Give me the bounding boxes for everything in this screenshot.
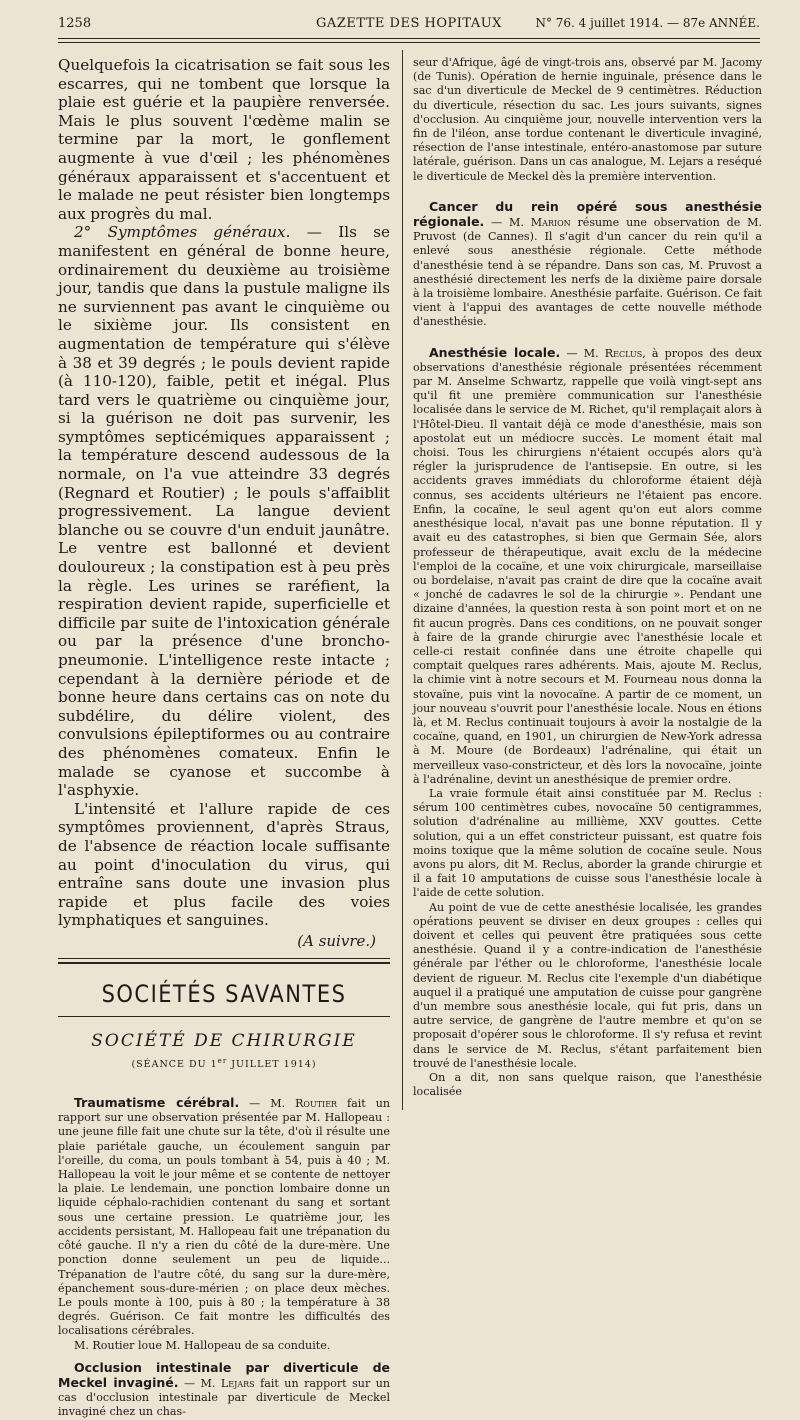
section-rule-thick — [58, 962, 390, 964]
author-routier: Routier — [295, 1097, 338, 1111]
session-date-post: JUILLET 1914) — [227, 1059, 317, 1071]
dash: — M. — [560, 346, 605, 360]
column-divider — [402, 50, 403, 1110]
heading-traumatisme: Traumatisme cérébral. — [74, 1095, 240, 1111]
paragraph-traumatisme — [58, 1096, 390, 1338]
paragraph-routier-loue: M. Routier loue M. Hallopeau de sa conduite. — [74, 1338, 331, 1352]
author-marion: Marion — [530, 216, 571, 230]
left-column — [58, 56, 390, 1420]
section-title: SOCIÉTÉS SAVANTES — [101, 980, 347, 1008]
page-header — [58, 16, 760, 38]
session-date — [58, 1057, 390, 1070]
dash: — M. — [178, 1376, 221, 1390]
to-be-continued: (A suivre.) — [297, 931, 376, 950]
occlusion-text: fait un rapport sur un cas d'occlusion intestinale par diverticule de Meckel invaginé chez un chas- — [58, 1376, 391, 1419]
symptomes-text: — Ils se manifestent en général de bonne heure, ordinairement du deuxième au troisième jour, tandis que dans la pustule maligne ils ne surviennent pas avant le cinquième ou le sixième jour. Ils consistent en augmentation de température qui s'élève à 38 et 39 degrés ; le pouls devient rapide (à 110-120), faible, petit et inégal. Plus tard vers le quatrième ou cinquième jour, si la guérison ne doit pas survenir, les symptômes septicémiques apparaissent ; la température descend audessous de la normale, on l'a vue atteindre 33 degrés (Regnard et Routier) ; le pouls s'affaiblit progressivement. La langue devient blanche ou se couvre d'un enduit jaunâtre. Le ventre est ballonné et devient douloureux ; la constipation est à peu près la règle. Les urines se raréfient, la respiration devient rapide, superficielle et difficile par suite de l'intoxication générale ou par la présence d'une broncho-pneumonie. L'intelligence reste intacte ; cependant à la dernière période et de bonne heure dans certains cas on note du subdélire, du délire violent, des convulsions épileptiformes ou au contraire des phénomènes comateux. Enfin le malade se cyanose et succombe à l'asphyxie. — [58, 223, 390, 800]
paragraph-intensite: L'intensité et l'allure rapide de ces symptômes proviennent, d'après Straus, de l'absence de réaction locale suffisante au point d'inoculation du virus, qui entraîne sans doute une invasion plus rapide et plus facile des voies lymphatiques et sanguines. — [58, 799, 390, 930]
cancer-text: résume une observation de M. Pruvost (de Cannes). Il s'agit d'un cancer du rein qu'il a enlevé sous anesthésie régionale. Cette méthode d'anesthésie tend à se répandre. Dans son cas, M. Pruvost a anesthésié directement les nerfs de la dixième paire dorsale à la troisième lombaire. Anesthésie parfaite. Guérison. Ce fait vient à l'appui des avantages de cette nouvelle méthode d'anesthésie. — [413, 216, 762, 329]
paragraph-anesthesie-locale — [413, 346, 762, 787]
heading-anesthesie-locale: Anesthésie locale. — [429, 344, 561, 360]
paragraph-occlusion-cont: seur d'Afrique, âgé de vingt-trois ans, observé par M. Jacomy (de Tunis). Opération de hernie inguinale, présence dans le sac d'un diverticule de Meckel de 9 centimètres. Réduction du diverticule, résection du sac. Les jours suivants, signes d'occlusion. Au cinquième jour, nouvelle intervention vers la fin de l'iléon, anse tordue contenant le diverticule invaginé, résection de l'anse intestinale, entéro-anastomose par suture latérale, guérison. Dans un cas analogue, M. Lejars a reséqué le diverticule de Meckel dès la première intervention. — [413, 56, 762, 183]
anesthesie-text: , à propos des deux observations d'anesthésie régionale présentées récemment par M. Anselme Schwartz, rappelle que voilà vingt-sept ans qu'il fit une première communication sur l'anesthésie localisée dans le service de M. Richet, qu'il remplaçait alors à l'Hôtel-Dieu. Il vantait déjà ce mode d'anesthésie, mais son apostolat eut un médiocre succès. Le moment était mal choisi. Tous les chirurgiens n'étaient occupés alors qu'à régler la jurisprudence de l'antisepsie. En outre, si les accidents graves immédiats du chloroforme étaient déjà connus, ses accidents ultérieurs ne l'étaient pas encore. Enfin, la cocaïne, le seul agent qu'on eut alors comme anesthésique local, n'avait pas une bonne réputation. Il y avait eu des catastrophes, si bien que Germain Sée, alors professeur de thérapeutique, avait exclu de la médecine l'emploi de la cocaïne, et une voix chirurgicale, marseillaise ou bordelaise, n'avait pas craint de dire que la cocaïne avait « jonché de cadavres le sol de la chirurgie ». Pendant une dizaine d'années, la question resta à son point mort et on ne fit aucun progrès. Dans ces conditions, on ne pouvait songer à faire de la grande chirurgie avec l'anesthésie locale et celle-ci restait confinée dans une étroite chapelle qui comptait quelques rares adhérents. Mais, ajoute M. Reclus, la chimie vint à notre secours et M. Fourneau nous donna la stovaïne, puis vint la novocaïne. A partir de ce moment, un jour nouveau s'ouvrit pour l'anesthésie locale. Nous en étions là, et M. Reclus continuait toujours à avoir la nostalgie de la cocaïne, quand, en 1901, un chirurgien de New-York adressa à M. Moure (de Bordeaux) l'adrénaline, qui était un merveilleux vaso-constricteur, et dès lors la novocaïne, jointe à l'adrénaline, devint un anesthésique de premier ordre. — [413, 346, 763, 786]
journal-title: GAZETTE DES HOPITAUX — [316, 16, 502, 31]
paragraph-escarres: Quelquefois la cicatrisation se fait sous les escarres, qui ne tombent que lorsque la plaie est guérie et la paupière renversée. Mais le plus souvent l'œdème malin se termine par la mort, le gonflement augmente à vue d'œil ; les phénomènes généraux apparaissent et s'accentuent et le malade ne peut résister bien longtemps aux progrès du mal. — [58, 56, 390, 223]
traumatisme-text: fait un rapport sur une observation présentée par M. Hallopeau : une jeune fille fait une chute sur la tête, d'où il résulte une plaie pariétale gauche, un écoulement sanguin par l'oreille, du coma, un pouls tombant à 54, puis à 40 ; M. Hallopeau la voit le jour même et se contente de nettoyer la plaie. Le lendemain, une ponction lombaire donne un liquide céphalo-rachidien contenant du sang et sortant sous une certaine pression. Le quatrième jour, les accidents persistant, M. Hallopeau fait une trépanation du côté gauche. Il n'y a rien du côté de la dure-mère. Une ponction donne seulement un peu de liquide... Trépanation de l'autre côté, du sang sur la dure-mère, épanchement sous-dure-mérien ; on place deux mèches. Le pouls monte à 100, puis à 80 ; la température à 38 degrés. Guérison. Ce fait montre les difficultés des localisations cérébrales. — [58, 1097, 391, 1338]
paragraph-symptomes-generaux — [58, 223, 390, 799]
section-rule — [58, 958, 390, 959]
paragraph-formule: La vraie formule était ainsi constituée par M. Reclus : sérum 100 centimètres cubes, novocaïne 50 centigrammes, solution d'adrénaline au millième, XXV gouttes. Cette solution, qui a un effet constricteur puissant, est quatre fois moins toxique que la même solution de cocaïne seule. Nous avons pu alors, dit M. Reclus, aborder la grande chirurgie et il a fait 10 amputations de cuisse sous l'anesthésie locale à l'aide de cette solution. — [413, 786, 762, 900]
paragraph-occlusion — [58, 1361, 390, 1420]
society-title: SOCIÉTÉ DE CHIRURGIE — [91, 1030, 357, 1051]
session-date-sup: er — [217, 1056, 228, 1065]
heading-occlusion: Occlusion intestinale par diverticule de Meckel invaginé. — [58, 1359, 390, 1390]
author-reclus: Reclus — [604, 346, 643, 360]
header-rule-double — [58, 42, 760, 43]
subheading-symptomes: 2° Symptômes généraux. — [74, 223, 291, 242]
author-lejars: Lejars — [220, 1376, 255, 1390]
dash: — M. — [484, 216, 531, 230]
section-title-rule — [58, 1016, 390, 1017]
issue-info: N° 76. 4 juillet 1914. — 87e ANNÉE. — [535, 16, 760, 30]
dash: — M. — [239, 1097, 296, 1111]
session-date-pre: (SÉANCE DU 1 — [131, 1059, 218, 1071]
paragraph-last: On a dit, non sans quelque raison, que l'anesthésie localisée — [413, 1071, 762, 1099]
header-rule — [58, 38, 760, 39]
paragraph-cancer-rein — [413, 200, 762, 330]
paragraph-groupes: Au point de vue de cette anesthésie localisée, les grandes opérations peuvent se diviser en deux groupes : celles qui doivent et celles qui peuvent être pratiquées sous cette anesthésie. Quand il y a contre-indication de l'anesthésie générale par l'éther ou le chloroforme, l'anesthésie locale devient de rigueur. M. Reclus cite l'exemple d'un diabétique auquel il a pratiqué une amputation de cuisse pour gangrène d'un membre sous anesthésie locale, qui fut pris, dans un autre service, de gangrène de l'autre membre et qu'on se proposait d'opérer sous le chloroforme. Il s'y refusa et revint dans le service de M. Reclus, s'étant parfaitement bien trouvé de l'anesthésie locale. — [413, 900, 762, 1070]
right-column — [413, 56, 762, 1099]
page-number: 1258 — [58, 16, 92, 31]
heading-cancer-rein: Cancer du rein opéré sous anesthésie régionale. — [413, 198, 762, 230]
